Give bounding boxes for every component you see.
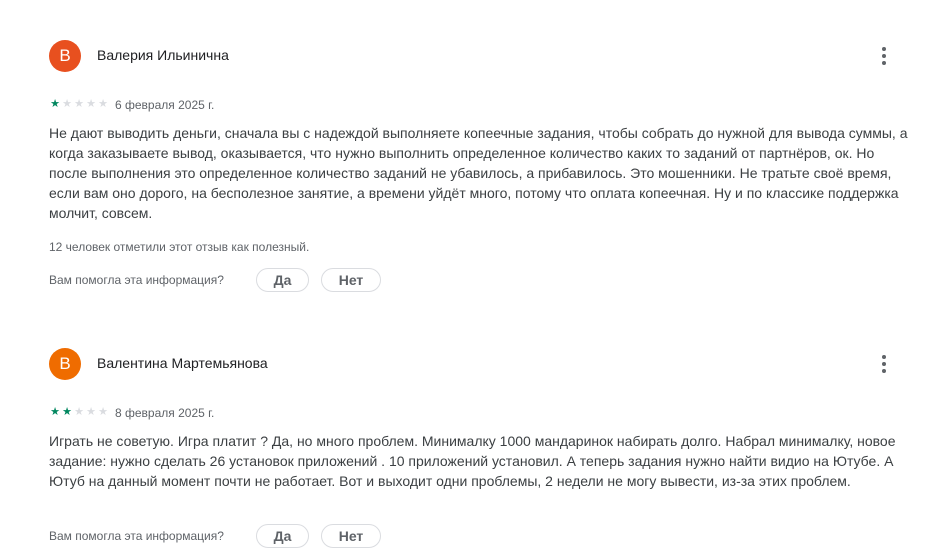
star-icon: ★ xyxy=(98,406,108,418)
star-icon: ★ xyxy=(74,406,84,418)
helpful-no-button[interactable]: Нет xyxy=(321,268,381,292)
star-icon: ★ xyxy=(50,98,60,110)
star-rating xyxy=(49,98,109,110)
more-options-button[interactable] xyxy=(872,352,896,376)
avatar-letter: В xyxy=(59,354,71,373)
star-icon: ★ xyxy=(86,406,96,418)
helpful-count: 12 человек отметили этот отзыв как полезный. xyxy=(49,240,310,254)
helpful-no-button[interactable]: Нет xyxy=(321,524,381,548)
review-text: Играть не советую. Игра платит ? Да, но много проблем. Минималку 1000 мандаринок набирать долго. Набрал минималку, новое задание: нужно сделать 26 установок приложений . 10 приложений установил. А теперь задания нужно найти видио на Ютубе. А Ютуб на данный момент почти не работает. Вот и выходит одни проблемы, 2 недели не могу вывести, из-за этих проблем. xyxy=(49,433,896,489)
star-icon: ★ xyxy=(62,98,72,110)
avatar xyxy=(49,348,81,380)
avatar-letter: В xyxy=(59,46,71,65)
helpful-question: Вам помогла эта информация? xyxy=(49,273,224,287)
more-vert-icon-dot xyxy=(882,369,886,373)
review-date: 8 февраля 2025 г. xyxy=(115,406,215,420)
helpful-yes-button[interactable]: Да xyxy=(256,268,309,292)
helpful-question: Вам помогла эта информация? xyxy=(49,529,224,543)
more-vert-icon-dot xyxy=(882,362,886,366)
star-icon: ★ xyxy=(86,98,96,110)
helpful-yes-button[interactable]: Да xyxy=(256,524,309,548)
review-author: Валентина Мартемьянова xyxy=(97,355,268,371)
more-vert-icon-dot xyxy=(882,54,886,58)
star-rating xyxy=(49,406,109,418)
star-icon: ★ xyxy=(50,406,60,418)
avatar xyxy=(49,40,81,72)
more-options-button[interactable] xyxy=(872,44,896,68)
star-icon: ★ xyxy=(74,98,84,110)
review-date: 6 февраля 2025 г. xyxy=(115,98,215,112)
more-vert-icon-dot xyxy=(882,61,886,65)
more-vert-icon xyxy=(882,47,886,51)
review-author: Валерия Ильинична xyxy=(97,47,229,63)
review-text: Не дают выводить деньги, сначала вы с надеждой выполняете копеечные задания, чтобы собрать до нужной для вывода суммы, а когда заказываете вывод, оказывается, что нужно выполнить определенное количество каких то заданий от партнёров, ок. Но после выполнения это определенное количество заданий не убавилось, а прибавилось. Это мошенники. Не тратьте своё время, если вам оно дорого, на бесполезное занятие, а времени уйдёт много, потому что оплата копеечная. Ну и по классике поддержка молчит, совсем. xyxy=(49,125,908,221)
more-vert-icon xyxy=(882,355,886,359)
star-icon: ★ xyxy=(62,406,72,418)
star-icon: ★ xyxy=(98,98,108,110)
